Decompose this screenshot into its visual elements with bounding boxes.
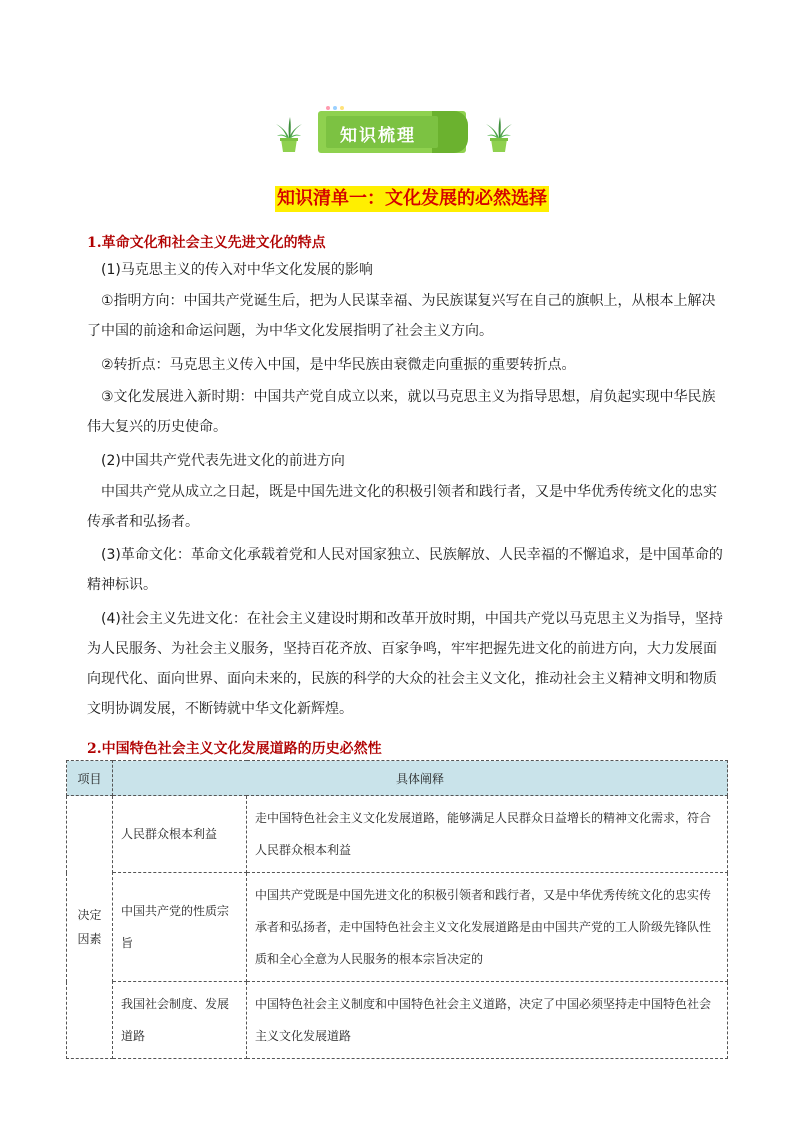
table-header-item: 项目	[67, 761, 113, 796]
table-factor-cell: 中国共产党的性质宗旨	[113, 873, 247, 982]
table-group-cell: 决定因素	[67, 796, 113, 1059]
paragraph: ①指明方向：中国共产党诞生后，把为人民谋幸福、为民族谋复兴写在自己的旗帜上，从根本上解决了中国的前途和命运问题，为中华文化发展指明了社会主义方向。	[87, 293, 716, 339]
table-factor-cell: 我国社会制度、发展道路	[113, 982, 247, 1059]
potted-plant-icon	[274, 114, 304, 154]
paragraph: ②转折点：马克思主义传入中国，是中华民族由衰微走向重振的重要转折点。	[101, 357, 576, 373]
table-row	[67, 982, 728, 1059]
paragraph: (1)马克思主义的传入对中华文化发展的影响	[101, 262, 373, 278]
table-detail-cell: 走中国特色社会主义文化发展道路，能够满足人民群众日益增长的精神文化需求，符合人民群众根本利益	[247, 796, 728, 873]
decor-dot	[326, 106, 330, 110]
table-row	[67, 873, 728, 982]
heading-2: 2.中国特色社会主义文化发展道路的历史必然性	[87, 741, 382, 757]
paragraph: (2)中国共产党代表先进文化的前进方向	[101, 453, 345, 469]
decor-dot	[333, 106, 337, 110]
paragraph: ③文化发展进入新时期：中国共产党自成立以来，就以马克思主义为指导思想，肩负起实现中华民族伟大复兴的历史使命。	[87, 389, 716, 435]
paragraph: 中国共产党从成立之日起，既是中国先进文化的积极引领者和践行者，又是中华优秀传统文化的忠实传承者和弘扬者。	[87, 484, 717, 530]
data-table	[66, 760, 728, 1059]
section-title: 知识清单一：文化发展的必然选择	[275, 186, 549, 212]
paragraph: (3)革命文化：革命文化承载着党和人民对国家独立、民族解放、人民幸福的不懈追求，是中国革命的精神标识。	[87, 547, 723, 593]
banner-title: 知识梳理	[340, 126, 416, 146]
table-factor-cell: 人民群众根本利益	[113, 796, 247, 873]
table-row	[67, 796, 728, 873]
table-detail-cell: 中国特色社会主义制度和中国特色社会主义道路，决定了中国必须坚持走中国特色社会主义文化发展道路	[247, 982, 728, 1059]
potted-plant-icon	[484, 114, 514, 154]
heading-1: 1.革命文化和社会主义先进文化的特点	[87, 235, 326, 251]
banner-box	[318, 111, 466, 153]
paragraph: (4)社会主义先进文化：在社会主义建设时期和改革开放时期，中国共产党以马克思主义为指导，坚持为人民服务、为社会主义服务，坚持百花齐放、百家争鸣，牢牢把握先进文化的前进方向，大力发展面向现代化、面向世界、面向未来的，民族的科学的大众的社会主义文化，推动社会主义精神文明和物质文明协调发展，不断铸就中华文化新辉煌。	[87, 611, 723, 717]
table-header-detail: 具体阐释	[113, 761, 728, 796]
section-banner	[270, 108, 520, 158]
decor-dot	[340, 106, 344, 110]
table-detail-cell: 中国共产党既是中国先进文化的积极引领者和践行者，又是中华优秀传统文化的忠实传承者和弘扬者，走中国特色社会主义文化发展道路是由中国共产党的工人阶级先锋队性质和全心全意为人民服务的根本宗旨决定的	[247, 873, 728, 982]
table-header-row	[67, 761, 728, 796]
